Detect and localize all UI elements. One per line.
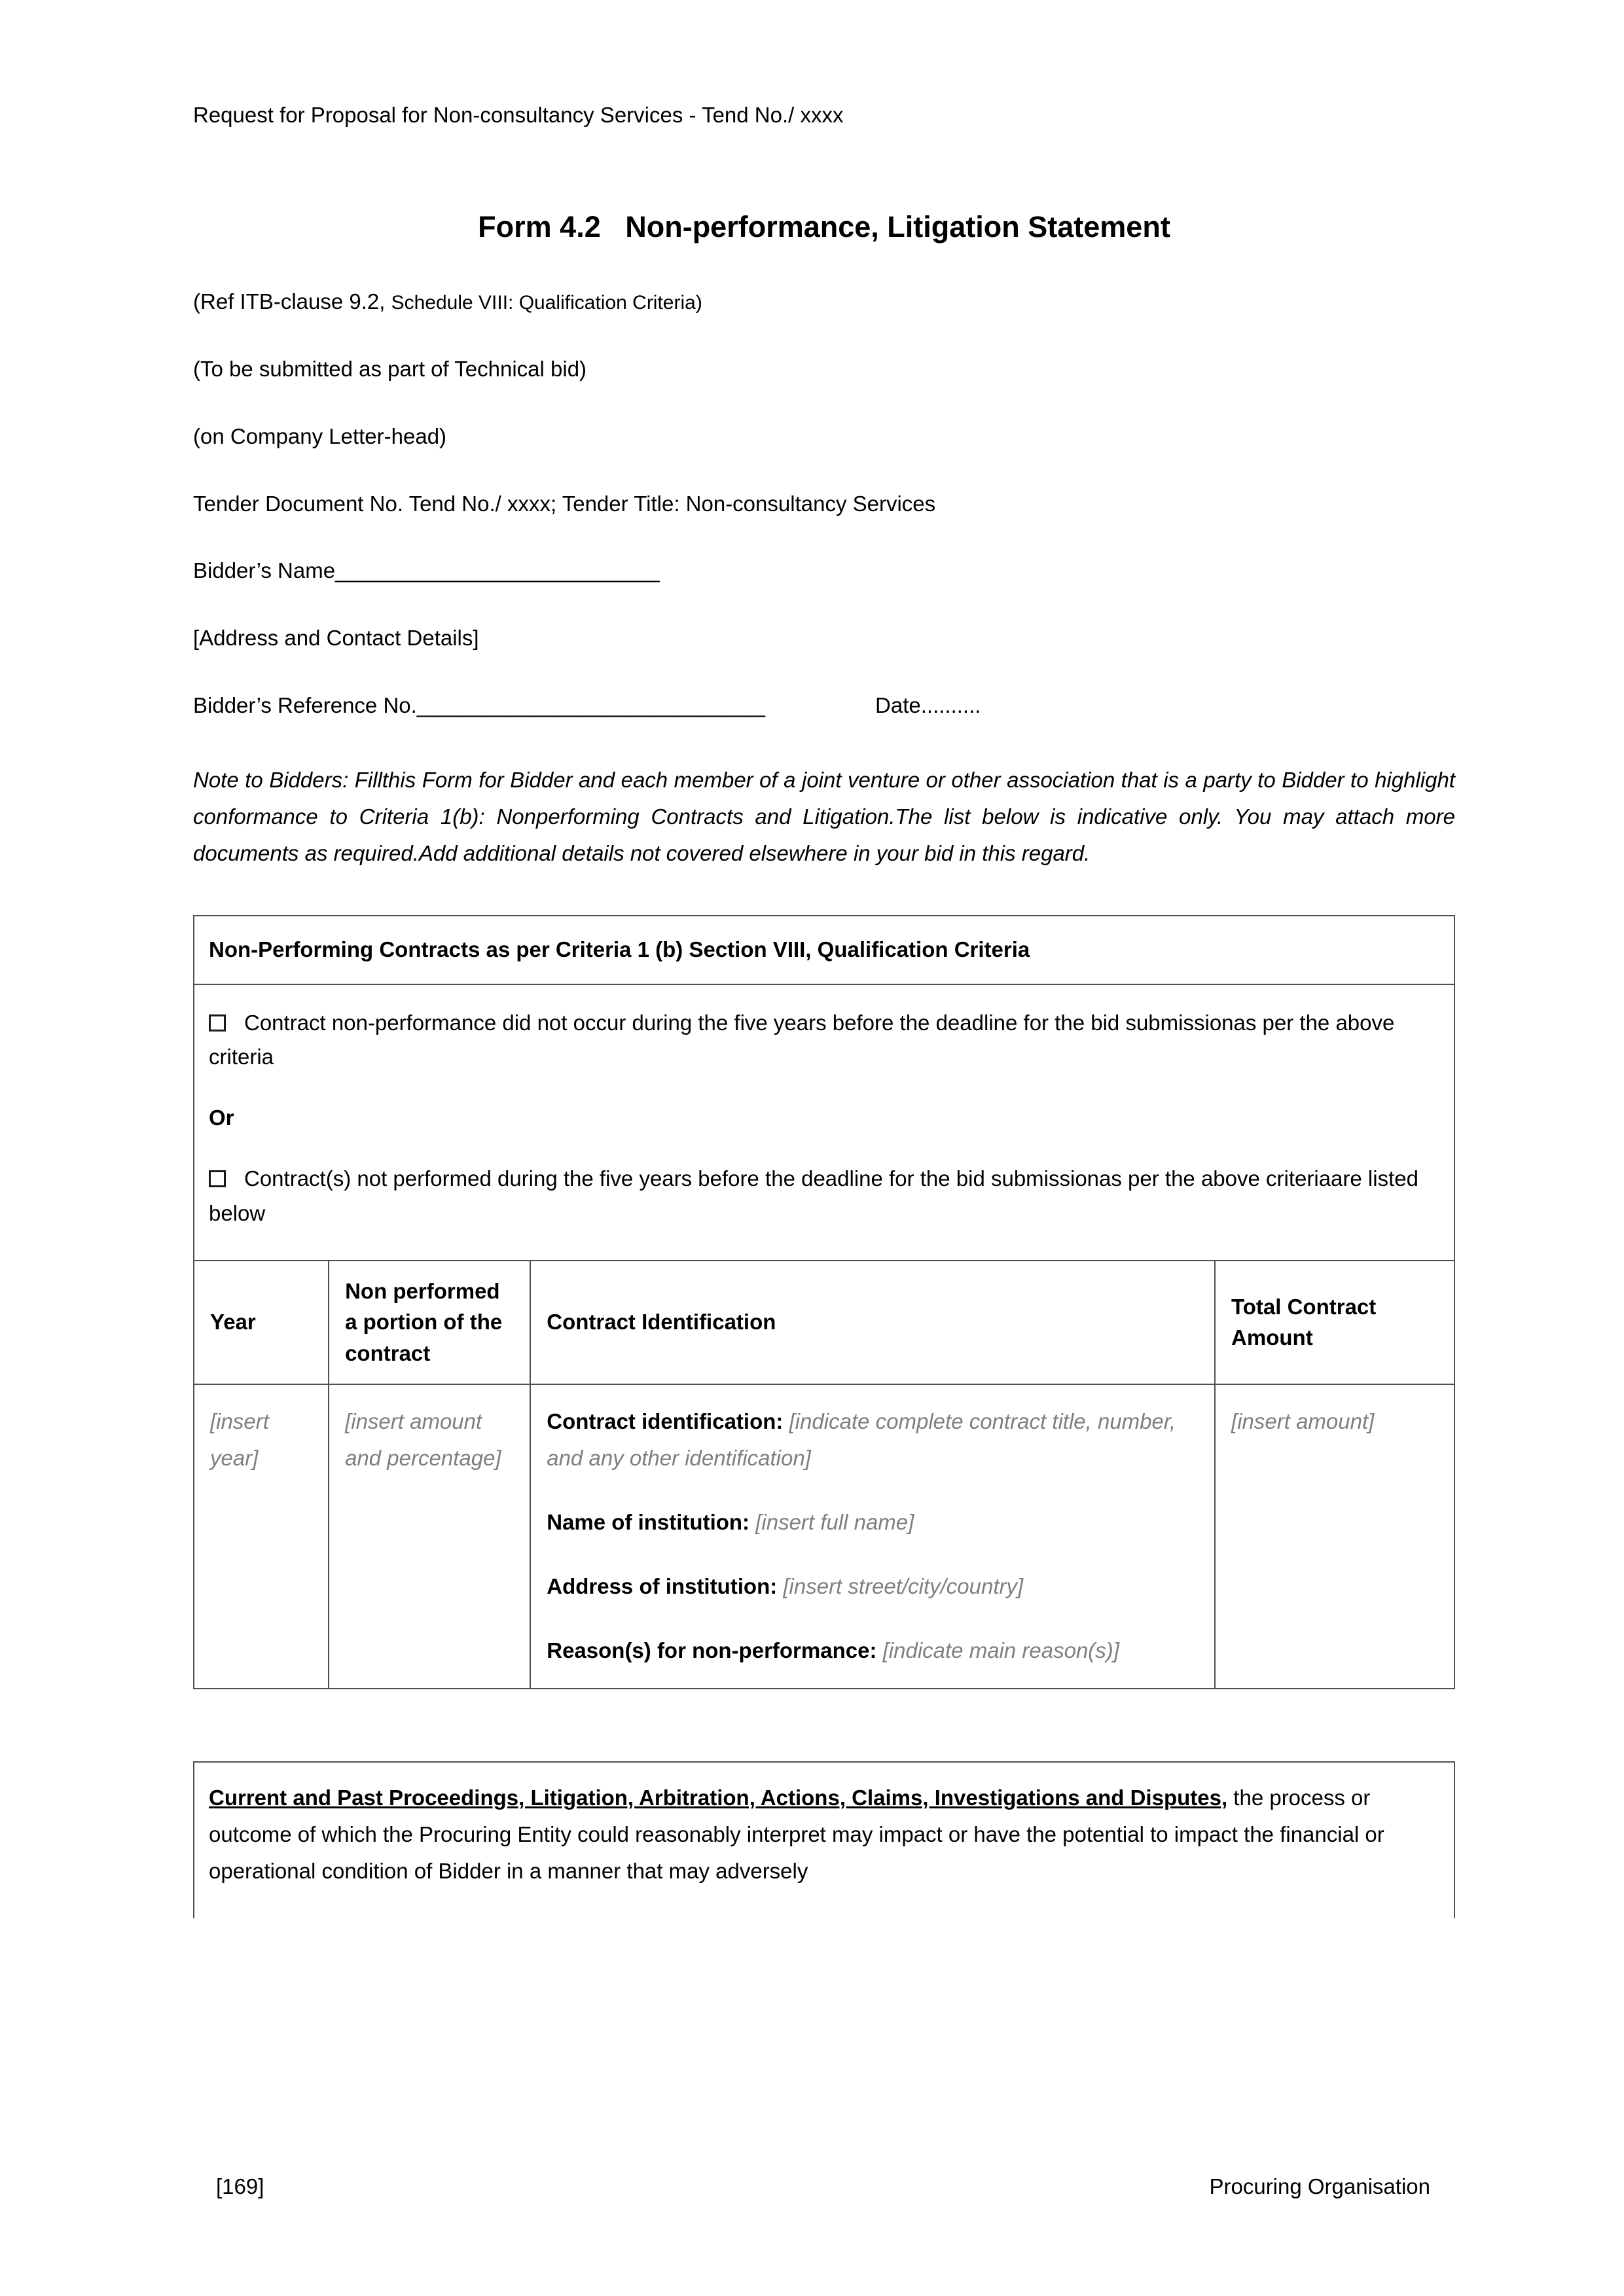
ref-line-small: Schedule VIII: Qualification Criteria) <box>391 291 702 314</box>
reason-label: Reason(s) for non-performance: <box>547 1638 883 1663</box>
column-header-total-amount: Total Contract Amount <box>1215 1261 1454 1385</box>
column-header-contract-identification: Contract Identification <box>530 1261 1215 1385</box>
column-header-year: Year <box>194 1261 329 1385</box>
institution-address-placeholder: [insert street/city/country] <box>783 1574 1024 1599</box>
litigation-body-text: the process or outcome of which the Procuring Entity could reasonably interpret may impact or have the potential to impact the financial or operational condition of Bidder in a manner that may adversely <box>209 1785 1384 1883</box>
page-content <box>193 101 1455 1918</box>
institution-name-label: Name of institution: <box>547 1510 756 1535</box>
table-row <box>194 1384 1454 1688</box>
submitted-line: (To be submitted as part of Technical bid) <box>193 356 587 381</box>
litigation-box <box>193 1761 1455 1918</box>
nonperforming-box-body <box>194 985 1454 1260</box>
ref-line-main: (Ref ITB-clause 9.2, <box>193 289 391 314</box>
ref-line <box>193 288 1455 316</box>
column-header-portion: Non performed a portion of the contract <box>329 1261 530 1385</box>
nonperforming-box-title: Non-Performing Contracts as per Criteria 1 (b) Section VIII, Qualification Criteria <box>194 916 1454 984</box>
date-label: Date.......... <box>875 693 981 718</box>
option-nonperformed-listed-label: Contract(s) not performed during the five years before the deadline for the bid submissionas per the above criteriaare listed below <box>209 1166 1418 1225</box>
contracts-table <box>193 1260 1455 1689</box>
option-no-nonperformance-label: Contract non-performance did not occur during the five years before the deadline for the bid submissionas per the above criteria <box>209 1010 1395 1069</box>
option-nonperformed-listed <box>209 1162 1439 1231</box>
cell-portion: [insert amount and percentage] <box>329 1384 530 1688</box>
running-header: Request for Proposal for Non-consultancy Services - Tend No./ xxxx <box>193 103 844 127</box>
institution-name-placeholder: [insert full name] <box>755 1510 914 1535</box>
nonperforming-box <box>193 915 1455 1261</box>
checkbox-icon[interactable] <box>209 1014 226 1031</box>
or-label: Or <box>209 1105 234 1130</box>
litigation-heading: Current and Past Proceedings, Litigation, Arbitration, Actions, Claims, Investigations and Disputes, <box>209 1785 1228 1810</box>
cell-total-amount: [insert amount] <box>1215 1384 1454 1688</box>
reason-placeholder: [indicate main reason(s)] <box>882 1638 1119 1663</box>
note-to-bidders: Note to Bidders: Fillthis Form for Bidder and each member of a joint venture or other association that is a party to Bidder to highlight conformance to Criteria 1(b): Nonperforming Contracts and Litigation.The list below is indicative only. You may attach more documents as required.Add additional details not covered elsewhere in your bid in this regard. <box>193 768 1455 866</box>
bidder-name-line: Bidder’s Name___________________________ <box>193 558 660 583</box>
address-line: [Address and Contact Details] <box>193 626 479 651</box>
contracts-table-header-row <box>194 1261 1454 1385</box>
institution-address-line <box>547 1568 1199 1605</box>
page-title: Form 4.2 Non-performance, Litigation Statement <box>478 209 1170 243</box>
cell-contract-identification <box>530 1384 1215 1688</box>
contract-id-line <box>547 1403 1199 1477</box>
institution-name-line <box>547 1504 1199 1541</box>
cell-year: [insert year] <box>194 1384 329 1688</box>
letterhead-line: (on Company Letter-head) <box>193 423 447 448</box>
option-no-nonperformance <box>209 1006 1439 1075</box>
checkbox-icon[interactable] <box>209 1170 226 1187</box>
tender-line: Tender Document No. Tend No./ xxxx; Tender Title: Non-consultancy Services <box>193 491 936 516</box>
reference-line <box>193 692 1455 720</box>
footer-organisation: Procuring Organisation <box>1209 2174 1430 2198</box>
page-footer <box>216 2174 1430 2199</box>
reason-line <box>547 1632 1199 1669</box>
contract-id-placeholder: [indicate complete contract title, number, and any other identification] <box>547 1409 1176 1471</box>
institution-address-label: Address of institution: <box>547 1574 784 1599</box>
contract-id-label: Contract identification: <box>547 1409 789 1434</box>
page-number: [169] <box>216 2174 264 2198</box>
reference-label: Bidder’s Reference No._____________________________ <box>193 693 766 718</box>
litigation-paragraph <box>209 1780 1439 1890</box>
